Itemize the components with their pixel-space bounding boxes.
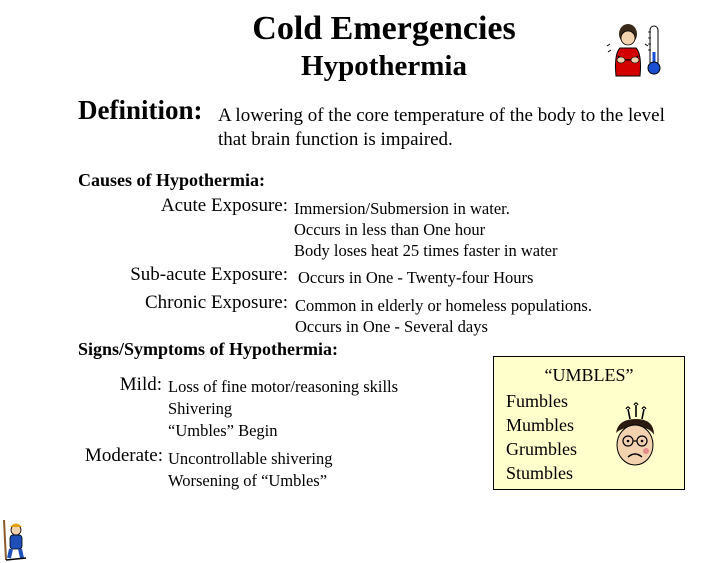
cause-line: Occurs in One - Twenty-four Hours [298, 268, 534, 287]
umbles-item: Fumbles [506, 391, 569, 411]
subacute-exposure-label: Sub-acute Exposure: [130, 264, 288, 285]
symptom-line: Shivering [168, 399, 233, 418]
umbles-item: Grumbles [506, 439, 577, 459]
symptom-line: Worsening of “Umbles” [168, 471, 328, 490]
umbles-item: Mumbles [506, 415, 575, 435]
symptom-line: Loss of fine motor/reasoning skills [168, 377, 399, 396]
umbles-box [493, 356, 685, 490]
mild-label: Mild: [119, 374, 162, 395]
chronic-exposure-label: Chronic Exposure: [144, 292, 288, 313]
umbles-title: “UMBLES” [544, 365, 634, 385]
symptom-line: Uncontrollable shivering [168, 449, 333, 468]
frustrated-face-icon [606, 401, 662, 469]
cause-line: Common in elderly or homeless populations. [295, 296, 592, 315]
symptom-line: “Umbles” Begin [168, 421, 278, 440]
definition-label: Definition: [78, 95, 203, 125]
symptoms-heading: Signs/Symptoms of Hypothermia: [78, 339, 339, 359]
definition-line: A lowering of the core temperature of the body to the level [218, 105, 665, 126]
acute-exposure-label: Acute Exposure: [160, 195, 288, 216]
umbles-item: Stumbles [506, 463, 574, 483]
cause-line: Occurs in One - Several days [295, 317, 488, 336]
page-subtitle: Hypothermia [301, 50, 467, 82]
cause-line: Occurs in less than One hour [294, 220, 486, 239]
definition-text [218, 104, 665, 152]
cold-person-thermometer-icon [606, 20, 664, 82]
person-skiing-icon [0, 518, 28, 562]
moderate-label: Moderate: [84, 445, 163, 466]
cause-line: Body loses heat 25 times faster in water [294, 241, 558, 260]
page-title: Cold Emergencies [252, 10, 516, 47]
cause-line: Immersion/Submersion in water. [294, 199, 510, 218]
definition-line: that brain function is impaired. [218, 129, 453, 150]
causes-heading: Causes of Hypothermia: [78, 170, 265, 190]
